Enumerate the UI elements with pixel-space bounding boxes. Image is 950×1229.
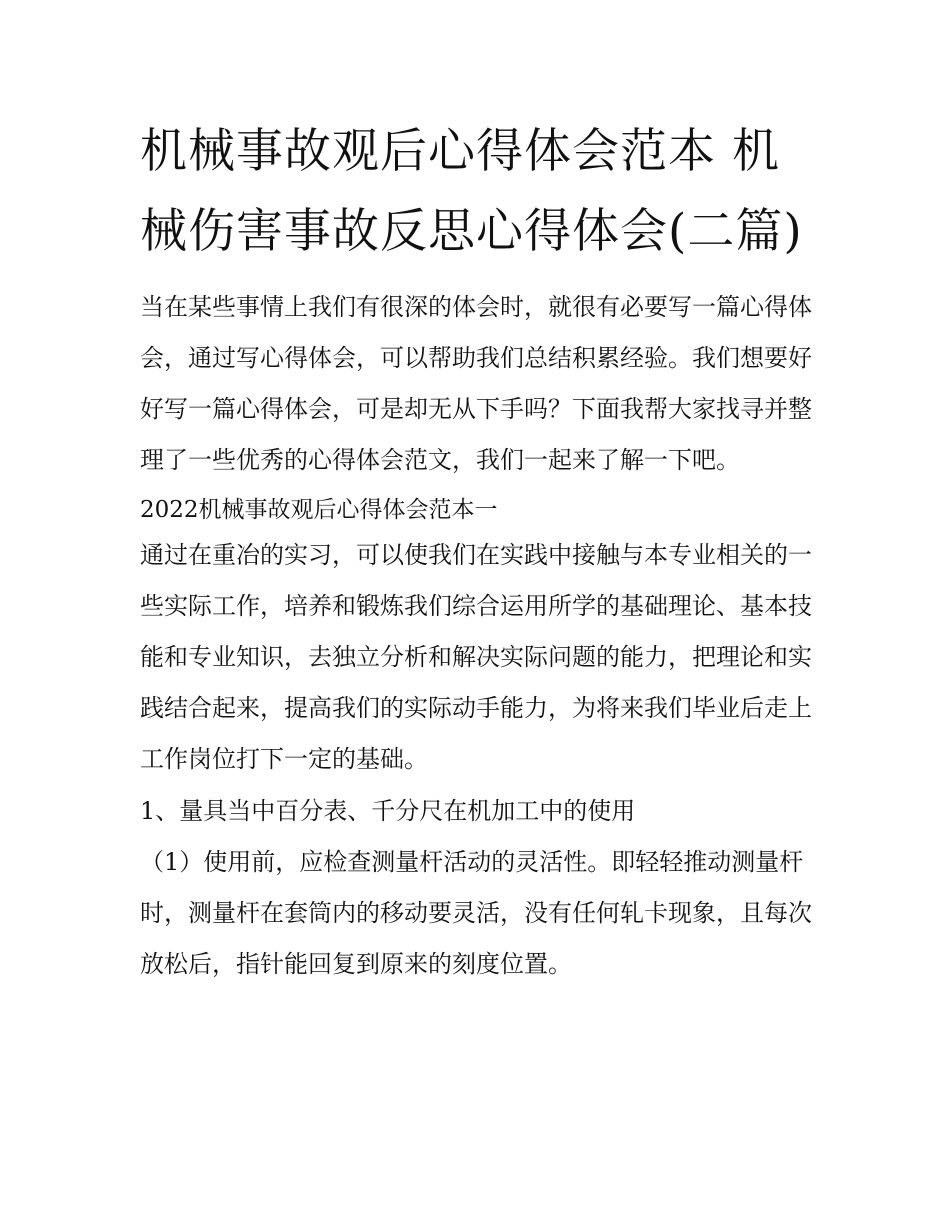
- document-title: 机械事故观后心得体会范本 机械伤害事故反思心得体会(二篇): [140, 124, 803, 259]
- document-page: [140, 112, 816, 990]
- section-heading: 2022机械事故观后心得体会范本一: [140, 497, 498, 523]
- body-paragraph: 通过在重冶的实习，可以使我们在实践中接触与本专业相关的一些实际工作，培养和锻炼我们综合运用所学的基础理论、基本技能和专业知识，去独立分析和解决实际问题的能力，把理论和实践结合起来，提高我们的实际动手能力，为将来我们毕业后走上工作岗位打下一定的基础。: [140, 541, 812, 773]
- intro-paragraph: 当在某些事情上我们有很深的体会时，就很有必要写一篇心得体会，通过写心得体会，可以帮助我们总结积累经验。我们想要好好写一篇心得体会，可是却无从下手吗？下面我帮大家找寻并整理了一些优秀的心得体会范文，我们一起来了解一下吧。: [140, 293, 812, 474]
- item-heading: 1、量具当中百分表、千分尺在机加工中的使用: [140, 797, 636, 825]
- item-paragraph: （1）使用前，应检查测量杆活动的灵活性。即轻轻推动测量杆时，测量杆在套筒内的移动要灵活，没有任何轧卡现象，且每次放松后，指针能回复到原来的刻度位置。: [140, 848, 812, 978]
